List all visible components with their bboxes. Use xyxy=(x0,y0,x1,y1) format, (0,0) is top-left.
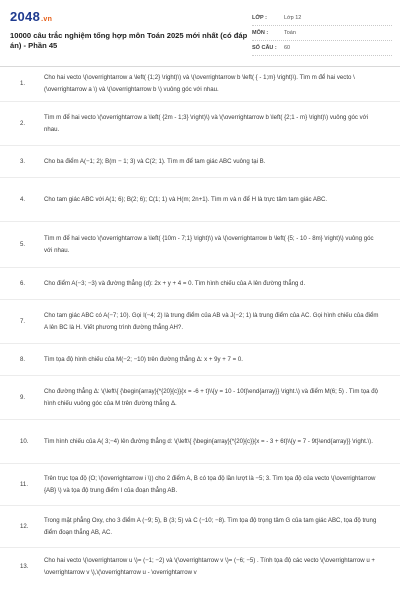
meta-table xyxy=(252,11,392,56)
question-number: 8. xyxy=(20,355,26,363)
meta-value: 60 xyxy=(284,45,291,51)
question-item xyxy=(0,178,400,222)
document-header xyxy=(0,0,400,67)
question-item xyxy=(0,146,400,178)
question-item xyxy=(0,268,400,300)
document-title: 10000 câu trắc nghiệm tổng hợp môn Toán 2025 mới nhất (có đáp án) - Phần 45 xyxy=(10,31,248,50)
question-item xyxy=(0,506,400,548)
question-list xyxy=(0,66,400,586)
question-number: 3. xyxy=(20,157,26,165)
question-number: 2. xyxy=(20,119,26,127)
question-text: Tìm tọa độ hình chiếu của M(−2; −10) trên đường thẳng Δ: x + 9y + 7 = 0. xyxy=(44,355,243,363)
question-number: 5. xyxy=(20,240,26,248)
logo-text: 2048 xyxy=(10,9,41,24)
question-text: Cho đường thẳng Δ: \(\left\{ {\begin{array}{*{20}{c}}{x = -6 + t}\\{y = 10 - 10t}\end{array}} \right.\) và điểm M(6; 5) . Tìm tọa độ hình chiếu vuông góc của M trên đường thẳng Δ. xyxy=(44,387,379,407)
question-text: Cho tam giác ABC với A(1; 6); B(2; 6); C(1; 1) và H(m; 2n+1). Tìm m và n để H là trực tâm tam giác ABC. xyxy=(44,195,328,203)
question-item xyxy=(0,376,400,420)
question-item xyxy=(0,344,400,376)
question-number: 11. xyxy=(20,480,29,488)
question-text: Trong mặt phẳng Oxy, cho 3 điểm A (−9; 5), B (3; 5) và C (−10; −8). Tìm tọa độ trọng tâm G của tam giác ABC, tọa độ trung điểm đoạn thẳng AB, AC. xyxy=(44,516,377,536)
site-logo[interactable] xyxy=(10,9,52,24)
question-number: 13. xyxy=(20,563,29,570)
meta-label: MÔN : xyxy=(252,30,269,36)
question-item xyxy=(0,420,400,464)
question-item xyxy=(0,222,400,268)
question-number: 7. xyxy=(20,317,26,325)
question-text: Tìm hình chiếu của A( 3;−4) lên đường thẳng d: \(\left\{ {\begin{array}{*{20}{c}}{x = - 3 + 6t}\\{y = 7 - 9t}\end{array}} \right.\). xyxy=(44,437,373,445)
question-number: 9. xyxy=(20,393,26,401)
question-text: Cho điểm A(−3; −3) và đường thẳng (d): 2x + y + 4 = 0. Tìm hình chiếu của A lên đường thẳng d. xyxy=(44,279,306,287)
question-item xyxy=(0,102,400,146)
question-text: Tìm m để hai vecto \(\overrightarrow a \left( {10m - 7;1} \right)\) và \(\overrightarrow b \left( {5; - 10 - 8m} \right)\) vuông góc với nhau. xyxy=(44,234,374,254)
meta-row-count xyxy=(252,41,392,56)
question-number: 12. xyxy=(20,522,29,530)
question-text: Cho hai vecto \(\overrightarrow u \)= (−1; −2) và \(\overrightarrow v \)= (−6; −5) . Tính tọa độ các vecto \(\overrightarrow u + \overrightarrow v \),\(\overrightarrow u - \overrightarrow v xyxy=(44,557,375,576)
question-text: Trên trục tọa độ (O; \(\overrightarrow i \)) cho 2 điểm A, B có tọa độ lần lượt là −5; 3. Tìm tọa độ của vecto \(\overrightarrow {AB} \) và tọa độ trung điểm I của đoạn thẳng AB. xyxy=(44,474,376,494)
meta-label: LỚP : xyxy=(252,15,267,21)
question-item xyxy=(0,548,400,586)
meta-label: SỐ CÂU : xyxy=(252,45,277,51)
meta-row-subject xyxy=(252,26,392,41)
question-item xyxy=(0,464,400,506)
question-text: Cho tam giác ABC có A(−7; 10). Gọi I(−4; 2) là trung điểm của AB và J(−2; 1) là trung điểm của AC. Gọi hình chiếu của điểm A lên BC là H. Viết phương trình đường thẳng AH?. xyxy=(44,311,379,331)
question-text: Cho hai vecto \(\overrightarrow a \left( {1;2} \right)\) và \(\overrightarrow b \left( { - 1;m} \right)\). Tìm m để hai vecto \(\overrightarrow a \) và \(\overrightarrow b \) vuông góc với nhau. xyxy=(44,73,355,93)
meta-value: Lớp 12 xyxy=(284,15,302,21)
meta-value: Toán xyxy=(284,30,296,36)
question-number: 4. xyxy=(20,195,26,203)
question-item xyxy=(0,300,400,344)
meta-row-class xyxy=(252,11,392,26)
question-number: 6. xyxy=(20,279,26,287)
question-number: 10. xyxy=(20,437,29,445)
logo-domain: .vn xyxy=(41,16,53,23)
question-item xyxy=(0,66,400,102)
question-text: Cho ba điểm A(−1; 2); B(m − 1; 3) và C(2; 1). Tìm m để tam giác ABC vuông tại B. xyxy=(44,157,266,165)
question-text: Tìm m để hai vecto \(\overrightarrow a \left( {2m - 1;3} \right)\) và \(\overrightarrow b \left( {2;1 - m} \right)\) vuông góc với nhau. xyxy=(44,113,369,133)
question-number: 1. xyxy=(20,79,26,87)
